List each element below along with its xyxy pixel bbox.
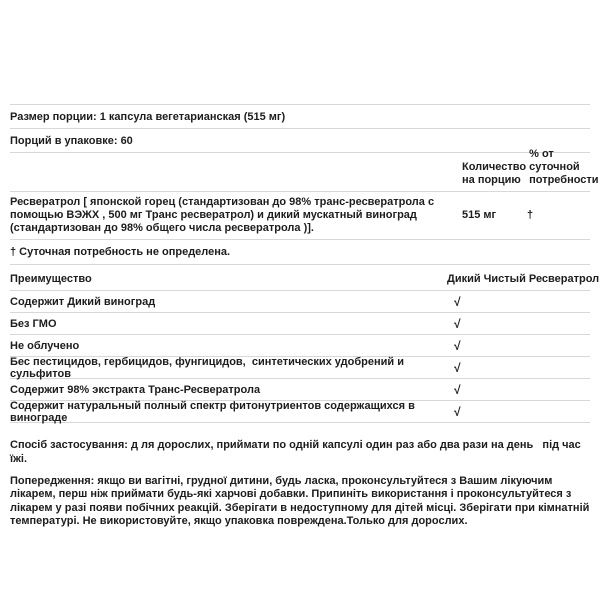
benefit-row bbox=[10, 400, 590, 422]
supplement-facts-panel bbox=[10, 104, 600, 529]
daily-value-header: % от суточной потребности bbox=[529, 148, 599, 186]
benefit-label: Содержит 98% экстракта Транс-Ресвератрола bbox=[10, 383, 261, 396]
facts-table-header bbox=[10, 148, 599, 191]
ingredient-amount: 515 мг bbox=[462, 209, 497, 221]
product-column-header: Дикий Чистый Ресвератрол bbox=[447, 273, 600, 285]
check-icon: √ bbox=[454, 316, 461, 331]
serving-size-text: Размер порции: 1 капсула вегетарианская (515 мг) bbox=[10, 110, 286, 123]
benefit-row bbox=[10, 356, 590, 378]
benefit-column-header: Преимущество bbox=[10, 273, 92, 285]
check-icon: √ bbox=[454, 294, 461, 309]
servings-per-container-text: Порций в упаковке: 60 bbox=[10, 134, 133, 147]
benefit-label: Без ГМО bbox=[10, 317, 57, 330]
check-icon: √ bbox=[454, 382, 461, 397]
servings-per-container-row bbox=[10, 128, 590, 152]
check-icon: √ bbox=[454, 404, 461, 419]
ingredient-daily-value: † bbox=[527, 209, 534, 221]
benefits-table-header bbox=[10, 264, 600, 290]
footnote-row bbox=[10, 239, 590, 264]
footnote-text: † Суточная потребность не определена. bbox=[10, 246, 231, 258]
check-icon: √ bbox=[454, 338, 461, 353]
ingredient-name: Ресвератрол [ японской горец (стандартизован до 98% транс-ресвератрола с помощью ВЭЖХ , 500 мг Транс ресвератрол) и дикий мускатный виноград (стандартизован до 98% общего числа ресвератрола )]. bbox=[10, 196, 438, 234]
ingredient-row bbox=[10, 191, 590, 239]
amount-per-serving-header: Количество на порцию bbox=[462, 161, 527, 186]
benefit-row bbox=[10, 290, 590, 312]
benefit-row bbox=[10, 378, 590, 400]
check-icon: √ bbox=[454, 360, 461, 375]
benefit-label: Содержит натуральный полный спектр фитонутриентов содержащихся в винограде bbox=[10, 399, 418, 424]
benefit-row bbox=[10, 312, 590, 334]
serving-size-row bbox=[10, 104, 590, 128]
warnings-text: Попередження: якщо ви вагітні, грудної дитини, будь ласка, проконсультуйтеся з Вашим лікуючим лікарем, перш ніж приймати будь-які харчові добавки. Припиніть використання і проконсультуйтеся з лікарем у разі появи побічних реакцій. Зберігати в недоступному для дітей місці. Зберігати при кімнатній температурі. Не використовуйте, якщо упаковка повреждена.Только для дорослих. bbox=[10, 475, 593, 528]
benefit-row bbox=[10, 334, 590, 356]
benefit-label: Не облучено bbox=[10, 339, 80, 352]
benefit-label: Бес пестицидов, гербицидов, фунгицидов, синтетических удобрений и сульфитов bbox=[10, 355, 408, 380]
benefit-label: Содержит Дикий виноград bbox=[10, 295, 156, 308]
directions-text: Спосіб застосування: д ля дорослих, приймати по одній капсулі один раз або два рази на день під час їжі. bbox=[10, 439, 584, 465]
